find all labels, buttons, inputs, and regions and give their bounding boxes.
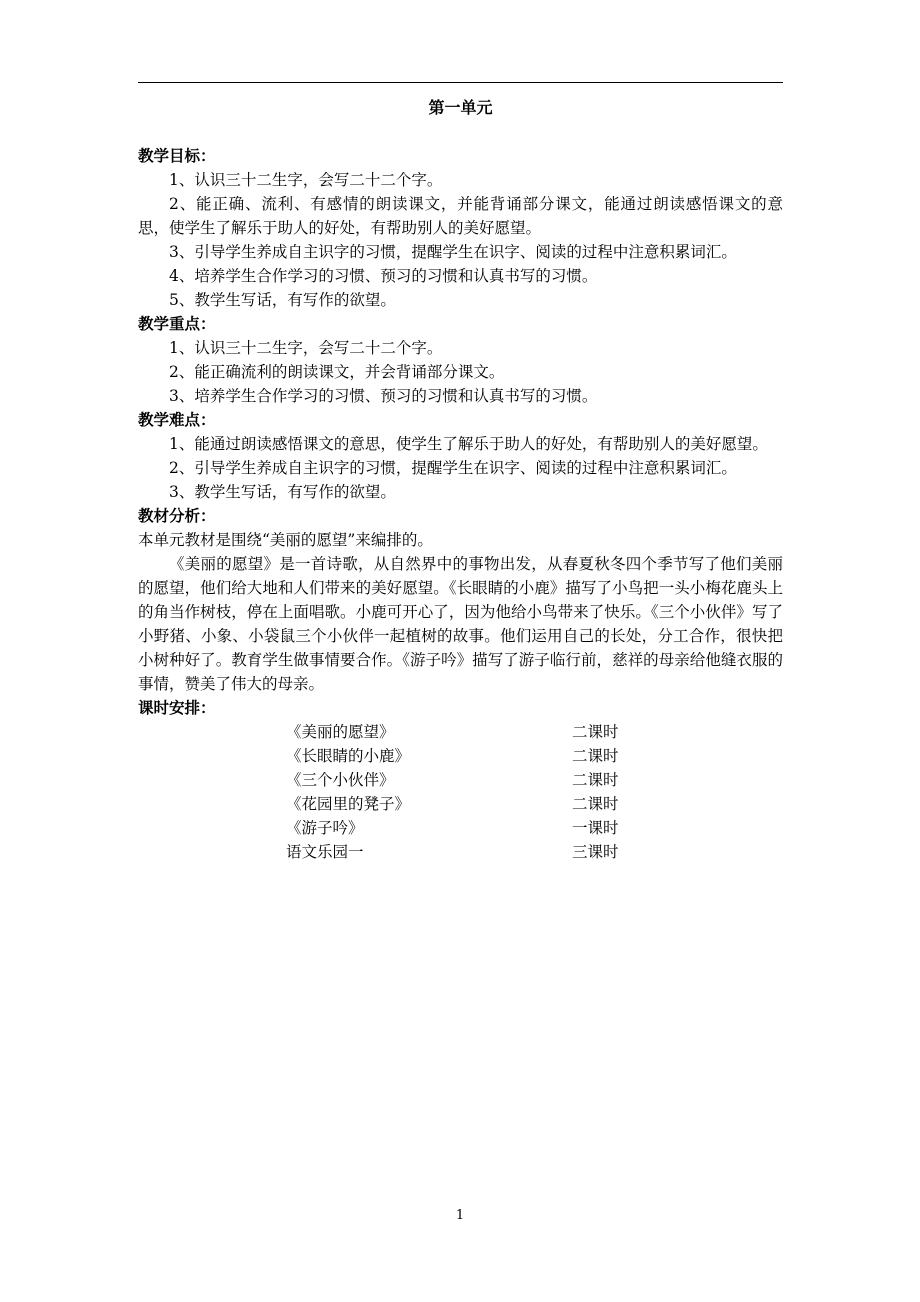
lesson-name: 《三个小伙伴》 — [286, 771, 395, 789]
analysis-heading: 教材分析： — [138, 506, 216, 525]
lesson-name: 语文乐园一 — [286, 843, 364, 861]
document-body — [138, 96, 783, 864]
difficulties-heading: 教学难点： — [138, 410, 216, 429]
schedule-row — [138, 792, 783, 816]
goal-item: 4、培养学生合作学习的习惯、预习的习惯和认真书写的习惯。 — [169, 267, 598, 285]
schedule-list — [138, 720, 783, 864]
difficulty-item: 2、引导学生养成自主识字的习惯，提醒学生在识字、阅读的过程中注意积累词汇。 — [169, 459, 737, 477]
schedule-row — [138, 840, 783, 864]
lesson-duration: 二课时 — [572, 747, 619, 765]
lesson-duration: 一课时 — [572, 819, 619, 837]
difficulty-item: 1、能通过朗读感悟课文的意思，使学生了解乐于助人的好处，有帮助别人的美好愿望。 — [169, 435, 768, 453]
lesson-name: 《长眼睛的小鹿》 — [286, 747, 411, 765]
lesson-duration: 二课时 — [572, 795, 619, 813]
schedule-row — [138, 768, 783, 792]
lesson-duration: 二课时 — [572, 723, 619, 741]
goal-item: 1、认识三十二生字，会写二十二个字。 — [169, 171, 443, 189]
schedule-row — [138, 816, 783, 840]
schedule-row — [138, 720, 783, 744]
goals-heading: 教学目标： — [138, 146, 216, 165]
lesson-name: 《花园里的凳子》 — [286, 795, 411, 813]
key-point-item: 2、能正确流利的朗读课文，并会背诵部分课文。 — [169, 363, 505, 381]
lesson-name: 《美丽的愿望》 — [286, 723, 395, 741]
goal-item: 5、教学生写话，有写作的欲望。 — [169, 291, 396, 309]
schedule-heading: 课时安排： — [138, 698, 216, 717]
key-point-item: 3、培养学生合作学习的习惯、预习的习惯和认真书写的习惯。 — [169, 387, 598, 405]
lesson-duration: 三课时 — [572, 843, 619, 861]
analysis-intro: 本单元教材是围绕“美丽的愿望”来编排的。 — [138, 531, 433, 549]
goal-item: 2、能正确、流利、有感情的朗读课文，并能背诵部分课文，能通过朗读感悟课文的意思，使学生了解乐于助人的好处，有帮助别人的美好愿望。 — [138, 195, 783, 237]
lesson-duration: 二课时 — [572, 771, 619, 789]
header-rule — [138, 82, 783, 83]
page-number: 1 — [455, 1208, 465, 1223]
analysis-body: 《美丽的愿望》是一首诗歌，从自然界中的事物出发，从春夏秋冬四个季节写了他们美丽的愿望，他们给大地和人们带来的美好愿望。《长眼睛的小鹿》描写了小鸟把一头小梅花鹿头上的角当作树枝，停在上面唱歌。小鹿可开心了，因为他给小鸟带来了快乐。《三个小伙伴》写了小野猪、小象、小袋鼠三个小伙伴一起植树的故事。他们运用自己的长处，分工合作，很快把小树种好了。教育学生做事情要合作。《游子吟》描写了游子临行前，慈祥的母亲给他缝衣服的事情，赞美了伟大的母亲。 — [138, 555, 783, 693]
key-point-item: 1、认识三十二生字，会写二十二个字。 — [169, 339, 443, 357]
difficulty-item: 3、教学生写话，有写作的欲望。 — [169, 483, 396, 501]
goal-item: 3、引导学生养成自主识字的习惯，提醒学生在识字、阅读的过程中注意积累词汇。 — [169, 243, 737, 261]
page-title: 第一单元 — [428, 98, 493, 117]
lesson-name: 《游子吟》 — [286, 819, 364, 837]
schedule-row — [138, 744, 783, 768]
key-points-heading: 教学重点： — [138, 314, 216, 333]
